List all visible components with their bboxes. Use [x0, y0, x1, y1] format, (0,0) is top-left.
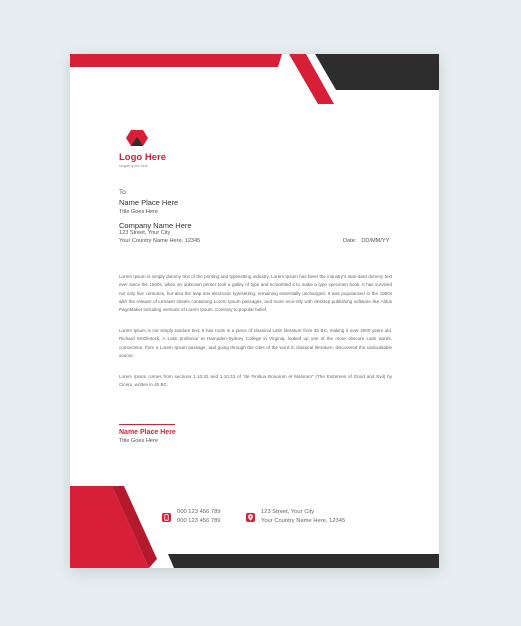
body-paragraph-2: Lorem Ipsum is not simply random text. It has roots in a piece of classical Latin literature from 45 BC, making it over 2000 years old. Richard McClintock, A Latin professor at Hampden-Sydney College in Virginia, looked up one of the more obscure Latin words, consectetur, from a Lorem Ipsum passage, and going through the cites of the word in classical literature, discovered the undoubtable source. — [119, 328, 392, 358]
to-label: To — [119, 189, 126, 196]
phone-icon — [162, 513, 171, 522]
recipient-title: Title Goes Here — [119, 209, 158, 215]
signature-name: Name Place Here — [119, 429, 176, 436]
top-dark-band — [315, 54, 439, 90]
date-line — [343, 238, 389, 244]
company-name: Company Name Here — [119, 221, 192, 230]
signature-title: Title Goes Here — [119, 438, 158, 444]
company-street: 123 Street, Your City — [119, 230, 171, 236]
bottom-dark-band — [168, 554, 439, 568]
body-paragraph-3: Lorem Ipsum comes from sections 1.10.32 and 1.10.33 of "de Finibus Bonorum et Malorum" (The Extremes of Good and Evil) by Cicero, written in 45 BC. — [119, 374, 392, 388]
location-pin-icon — [246, 513, 255, 522]
contact-phone-2: 000 123 456 789 — [177, 518, 221, 524]
top-red-band — [70, 54, 282, 67]
letterhead-sheet — [70, 54, 439, 568]
logo-mark-icon — [126, 130, 148, 148]
company-country: Your Country Name Here, 12345 — [119, 238, 201, 244]
contact-phone-1: 000 123 456 789 — [177, 509, 221, 515]
signature-line — [119, 424, 175, 425]
date-label: Date: — [343, 238, 357, 244]
body-paragraph-1: Lorem Ipsum is simply dummy text of the printing and typesetting industry. Lorem Ipsum has been the industry's stan-dard dummy text ever since the 1500s, when an unknown printer took a galley of type and scrambled it to make a type specimen book. It has survived not only five centuries, but also the leap into electronic typesetting, remaining essentially unchanged. It was popularised in the 1960s with the release of Letraset sheets containing Lorem Ipsum passages, and more rece-ntly with desktop publishing software like Aldus PageMaker including versions of Lorem Ipsum. Contrary to popular belief, — [119, 274, 392, 313]
logo-slogan: slogan goes here — [119, 164, 149, 168]
logo-name: Logo Here — [119, 152, 166, 163]
contact-address-2: Your Country Name Here, 12345 — [261, 518, 346, 524]
date-value: DD/MM/YY — [361, 238, 390, 244]
contact-address-1: 123 Street, Your City — [261, 509, 315, 515]
recipient-name: Name Place Here — [119, 198, 179, 207]
